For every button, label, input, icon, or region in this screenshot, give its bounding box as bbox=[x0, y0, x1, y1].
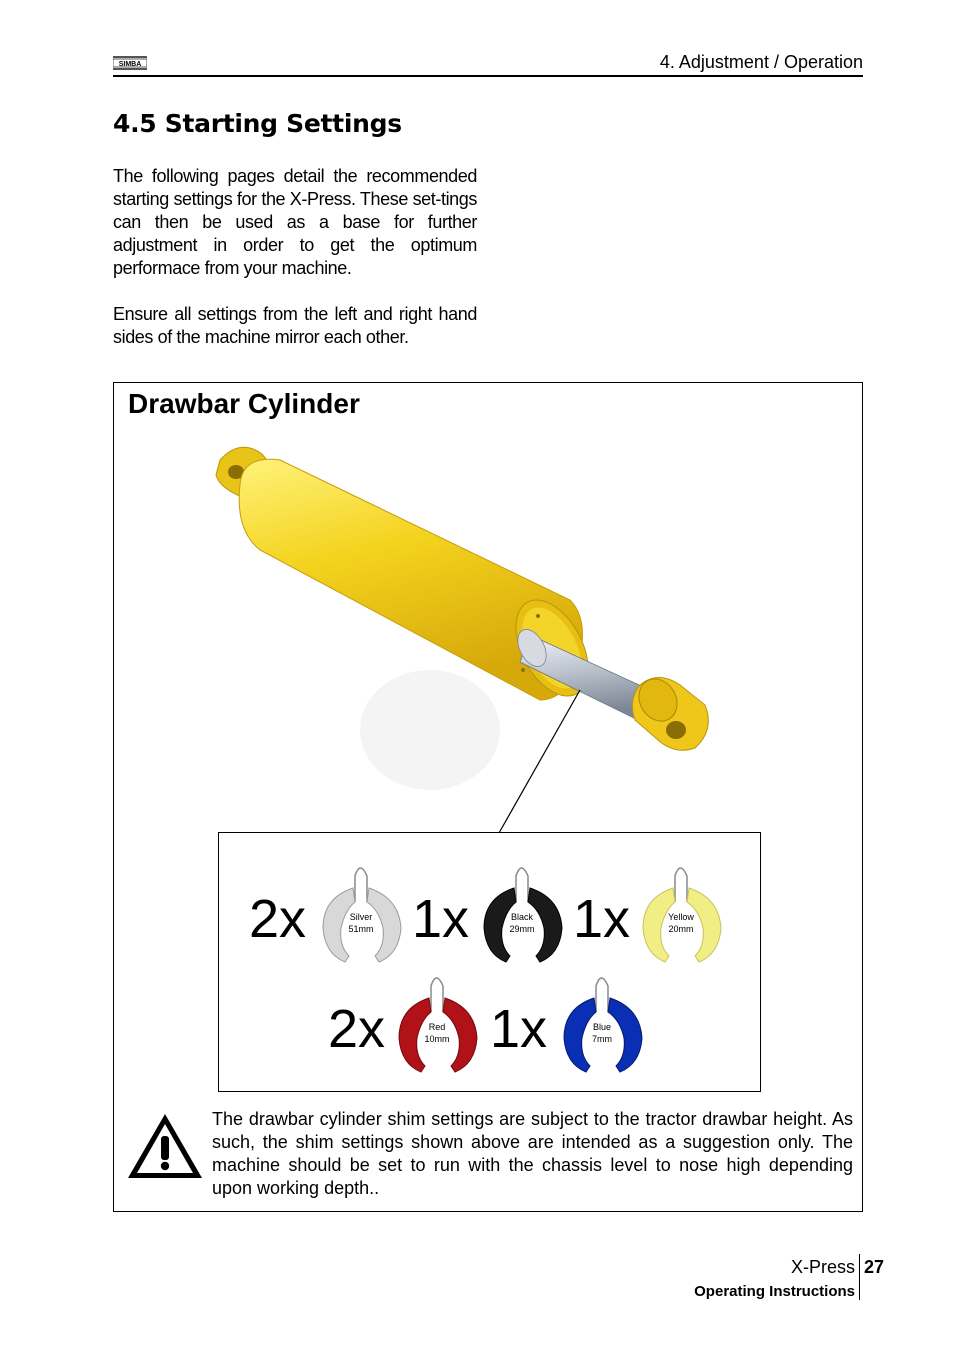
shim-qty: 1x bbox=[490, 999, 548, 1059]
shim-name-label: Silver bbox=[349, 912, 373, 922]
shim-name-label: Black bbox=[510, 912, 533, 922]
footer-subtitle: Operating Instructions bbox=[694, 1283, 855, 1300]
simba-logo bbox=[113, 52, 147, 74]
shim-qty: 2x bbox=[249, 889, 307, 949]
shim-silver bbox=[315, 858, 405, 966]
page-number: 27 bbox=[864, 1257, 885, 1277]
drawbar-title: Drawbar Cylinder bbox=[128, 388, 360, 419]
shim-hanger bbox=[355, 868, 367, 902]
shim-black bbox=[476, 858, 566, 966]
chapter-title: 4. Adjustment / Operation bbox=[659, 52, 863, 72]
shim-hanger bbox=[516, 868, 528, 902]
intro-paragraph-1: The following pages detail the recommended starting settings for the X-Press. These set-tings can then be used as a base for further adjustment in order to get the optimum performace from your machine. bbox=[113, 166, 477, 278]
header-rule bbox=[113, 75, 863, 77]
shim-qty: 1x bbox=[412, 889, 470, 949]
warning-icon bbox=[126, 1112, 204, 1180]
warning-text: The drawbar cylinder shim settings are subject to the tractor drawbar height. As such, the shim settings shown above are intended as a suggestion only. The machine should be set to run with the chassis level to nose high depending upon working depth.. bbox=[212, 1109, 853, 1198]
section-title: 4.5 Starting Settings bbox=[113, 109, 402, 138]
footer-product: X-Press bbox=[790, 1257, 855, 1277]
intro-text bbox=[113, 165, 477, 372]
shim-size-label: 51mm bbox=[348, 924, 374, 934]
drawbar-cylinder-illustration bbox=[180, 430, 740, 850]
intro-paragraph-2: Ensure all settings from the left and right hand sides of the machine mirror each other. bbox=[113, 304, 477, 347]
shim-blue bbox=[556, 968, 646, 1076]
shim-size-label: 10mm bbox=[424, 1034, 450, 1044]
shim-name-label: Yellow bbox=[668, 912, 694, 922]
shim-size-label: 7mm bbox=[592, 1034, 612, 1044]
shim-size-label: 29mm bbox=[509, 924, 535, 934]
shim-yellow bbox=[635, 858, 725, 966]
shim-qty: 1x bbox=[573, 889, 631, 949]
shim-hanger bbox=[431, 978, 443, 1012]
shim-name-label: Red bbox=[428, 1022, 446, 1032]
shim-red bbox=[391, 968, 481, 1076]
shim-qty: 2x bbox=[328, 999, 386, 1059]
footer-divider bbox=[859, 1254, 860, 1300]
logo-text: SIMBA bbox=[118, 61, 142, 68]
shim-hanger bbox=[596, 978, 608, 1012]
shim-hanger bbox=[675, 868, 687, 902]
shim-name-label: Blue bbox=[592, 1022, 611, 1032]
shim-size-label: 20mm bbox=[668, 924, 694, 934]
